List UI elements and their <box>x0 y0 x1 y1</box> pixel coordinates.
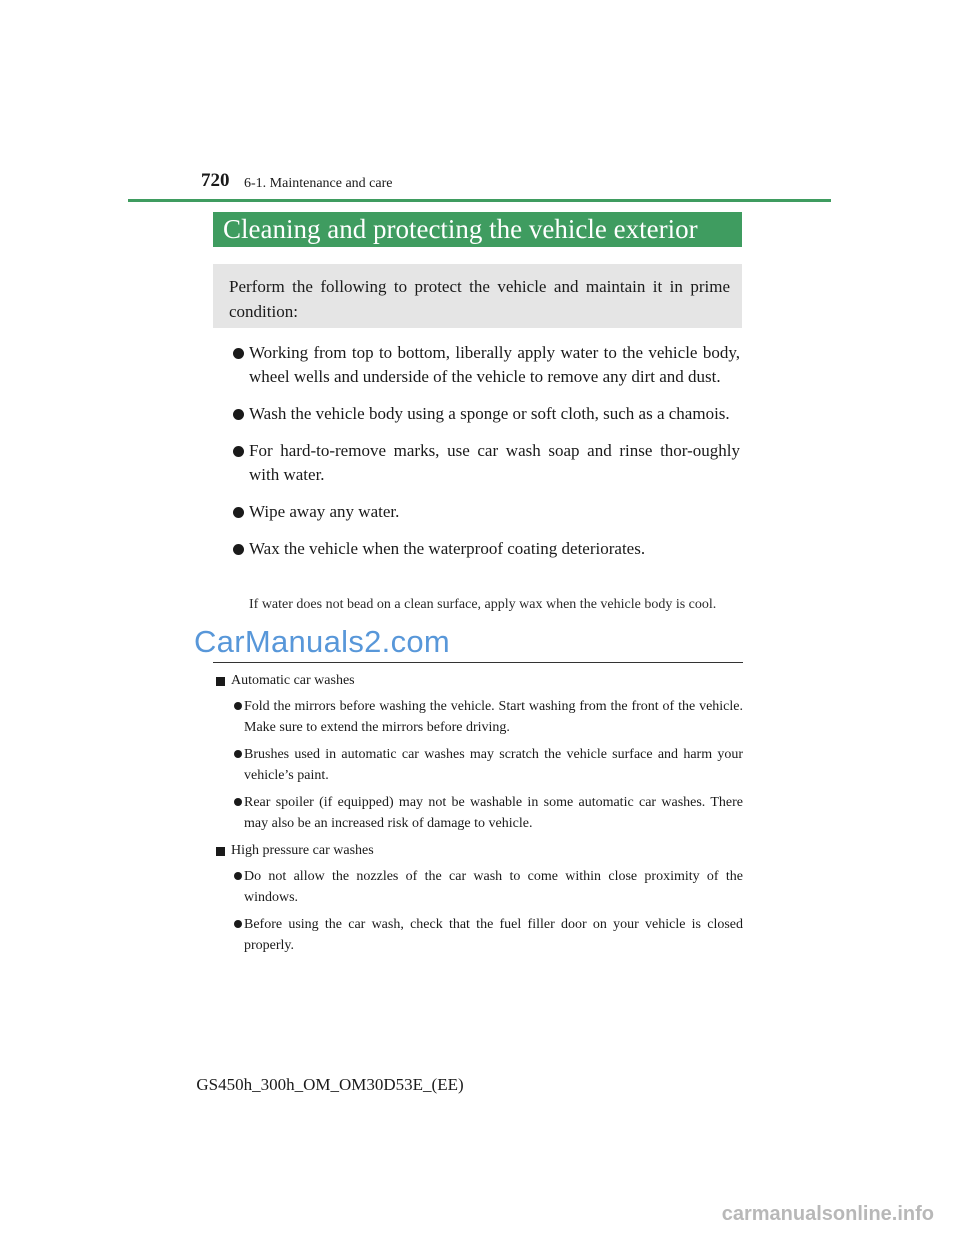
bullet-icon <box>233 348 244 359</box>
step-text: Wash the vehicle body using a sponge or soft cloth, such as a chamois. <box>249 404 730 423</box>
header-divider <box>128 199 831 202</box>
note-heading-text: High pressure car washes <box>231 843 374 858</box>
step-item <box>230 500 740 524</box>
note-text: Fold the mirrors before washing the vehicle. Start washing from the front of the vehicle. Make sure to extend the mirrors before driving. <box>244 699 743 735</box>
step-text: Wipe away any water. <box>249 502 400 521</box>
note-item <box>213 744 743 786</box>
step-item <box>230 402 740 426</box>
watermark-site[interactable]: carmanualsonline.info <box>721 1203 934 1225</box>
intro-text: Perform the following to protect the vehicle and maintain it in prime condition: <box>229 277 730 321</box>
step-item <box>230 439 740 487</box>
note-group-high-pressure <box>213 840 743 956</box>
note-heading <box>213 840 743 862</box>
bullet-icon <box>233 507 244 518</box>
bullet-icon <box>234 702 242 710</box>
note-text: Before using the car wash, check that the fuel filler door on your vehicle is closed properly. <box>244 917 743 953</box>
square-bullet-icon <box>216 847 225 856</box>
steps-list <box>230 341 740 574</box>
note-text: Rear spoiler (if equipped) may not be washable in some automatic car washes. There may also be an increased risk of damage to vehicle. <box>244 795 743 831</box>
square-bullet-icon <box>216 677 225 686</box>
note-item <box>213 792 743 834</box>
notes-divider <box>213 662 743 663</box>
page-number: 720 <box>201 170 230 191</box>
bullet-icon <box>233 544 244 555</box>
footer <box>0 1075 960 1095</box>
note-item <box>213 914 743 956</box>
page-title: Cleaning and protecting the vehicle exterior <box>213 212 742 247</box>
note-heading <box>213 670 743 692</box>
notes-section <box>213 670 743 962</box>
intro-box <box>213 264 742 328</box>
note-item <box>213 696 743 738</box>
bullet-icon <box>234 750 242 758</box>
bullet-icon <box>234 920 242 928</box>
note-text: Brushes used in automatic car washes may scratch the vehicle surface and harm your vehicle’s paint. <box>244 747 743 783</box>
bullet-icon <box>233 446 244 457</box>
step-note: If water does not bead on a clean surface, apply wax when the vehicle body is cool. <box>249 597 717 612</box>
note-group-automatic <box>213 670 743 834</box>
watermark-logo[interactable]: CarManuals2.com <box>194 624 451 659</box>
bullet-icon <box>234 872 242 880</box>
note-text: Do not allow the nozzles of the car wash to come within close proximity of the windows. <box>244 869 743 905</box>
note-item <box>213 866 743 908</box>
document-code: GS450h_300h_OM_OM30D53E_(EE) <box>196 1075 464 1094</box>
step-text: For hard-to-remove marks, use car wash soap and rinse thor-oughly with water. <box>249 441 740 484</box>
bullet-icon <box>233 409 244 420</box>
step-item <box>230 537 740 561</box>
note-heading-text: Automatic car washes <box>231 673 355 688</box>
section-title: 6-1. Maintenance and care <box>244 176 393 191</box>
bullet-icon <box>234 798 242 806</box>
step-text: Wax the vehicle when the waterproof coating deteriorates. <box>249 539 646 558</box>
step-text: Working from top to bottom, liberally apply water to the vehicle body, wheel wells and underside of the vehicle to remove any dirt and dust. <box>249 343 740 386</box>
step-item <box>230 341 740 389</box>
